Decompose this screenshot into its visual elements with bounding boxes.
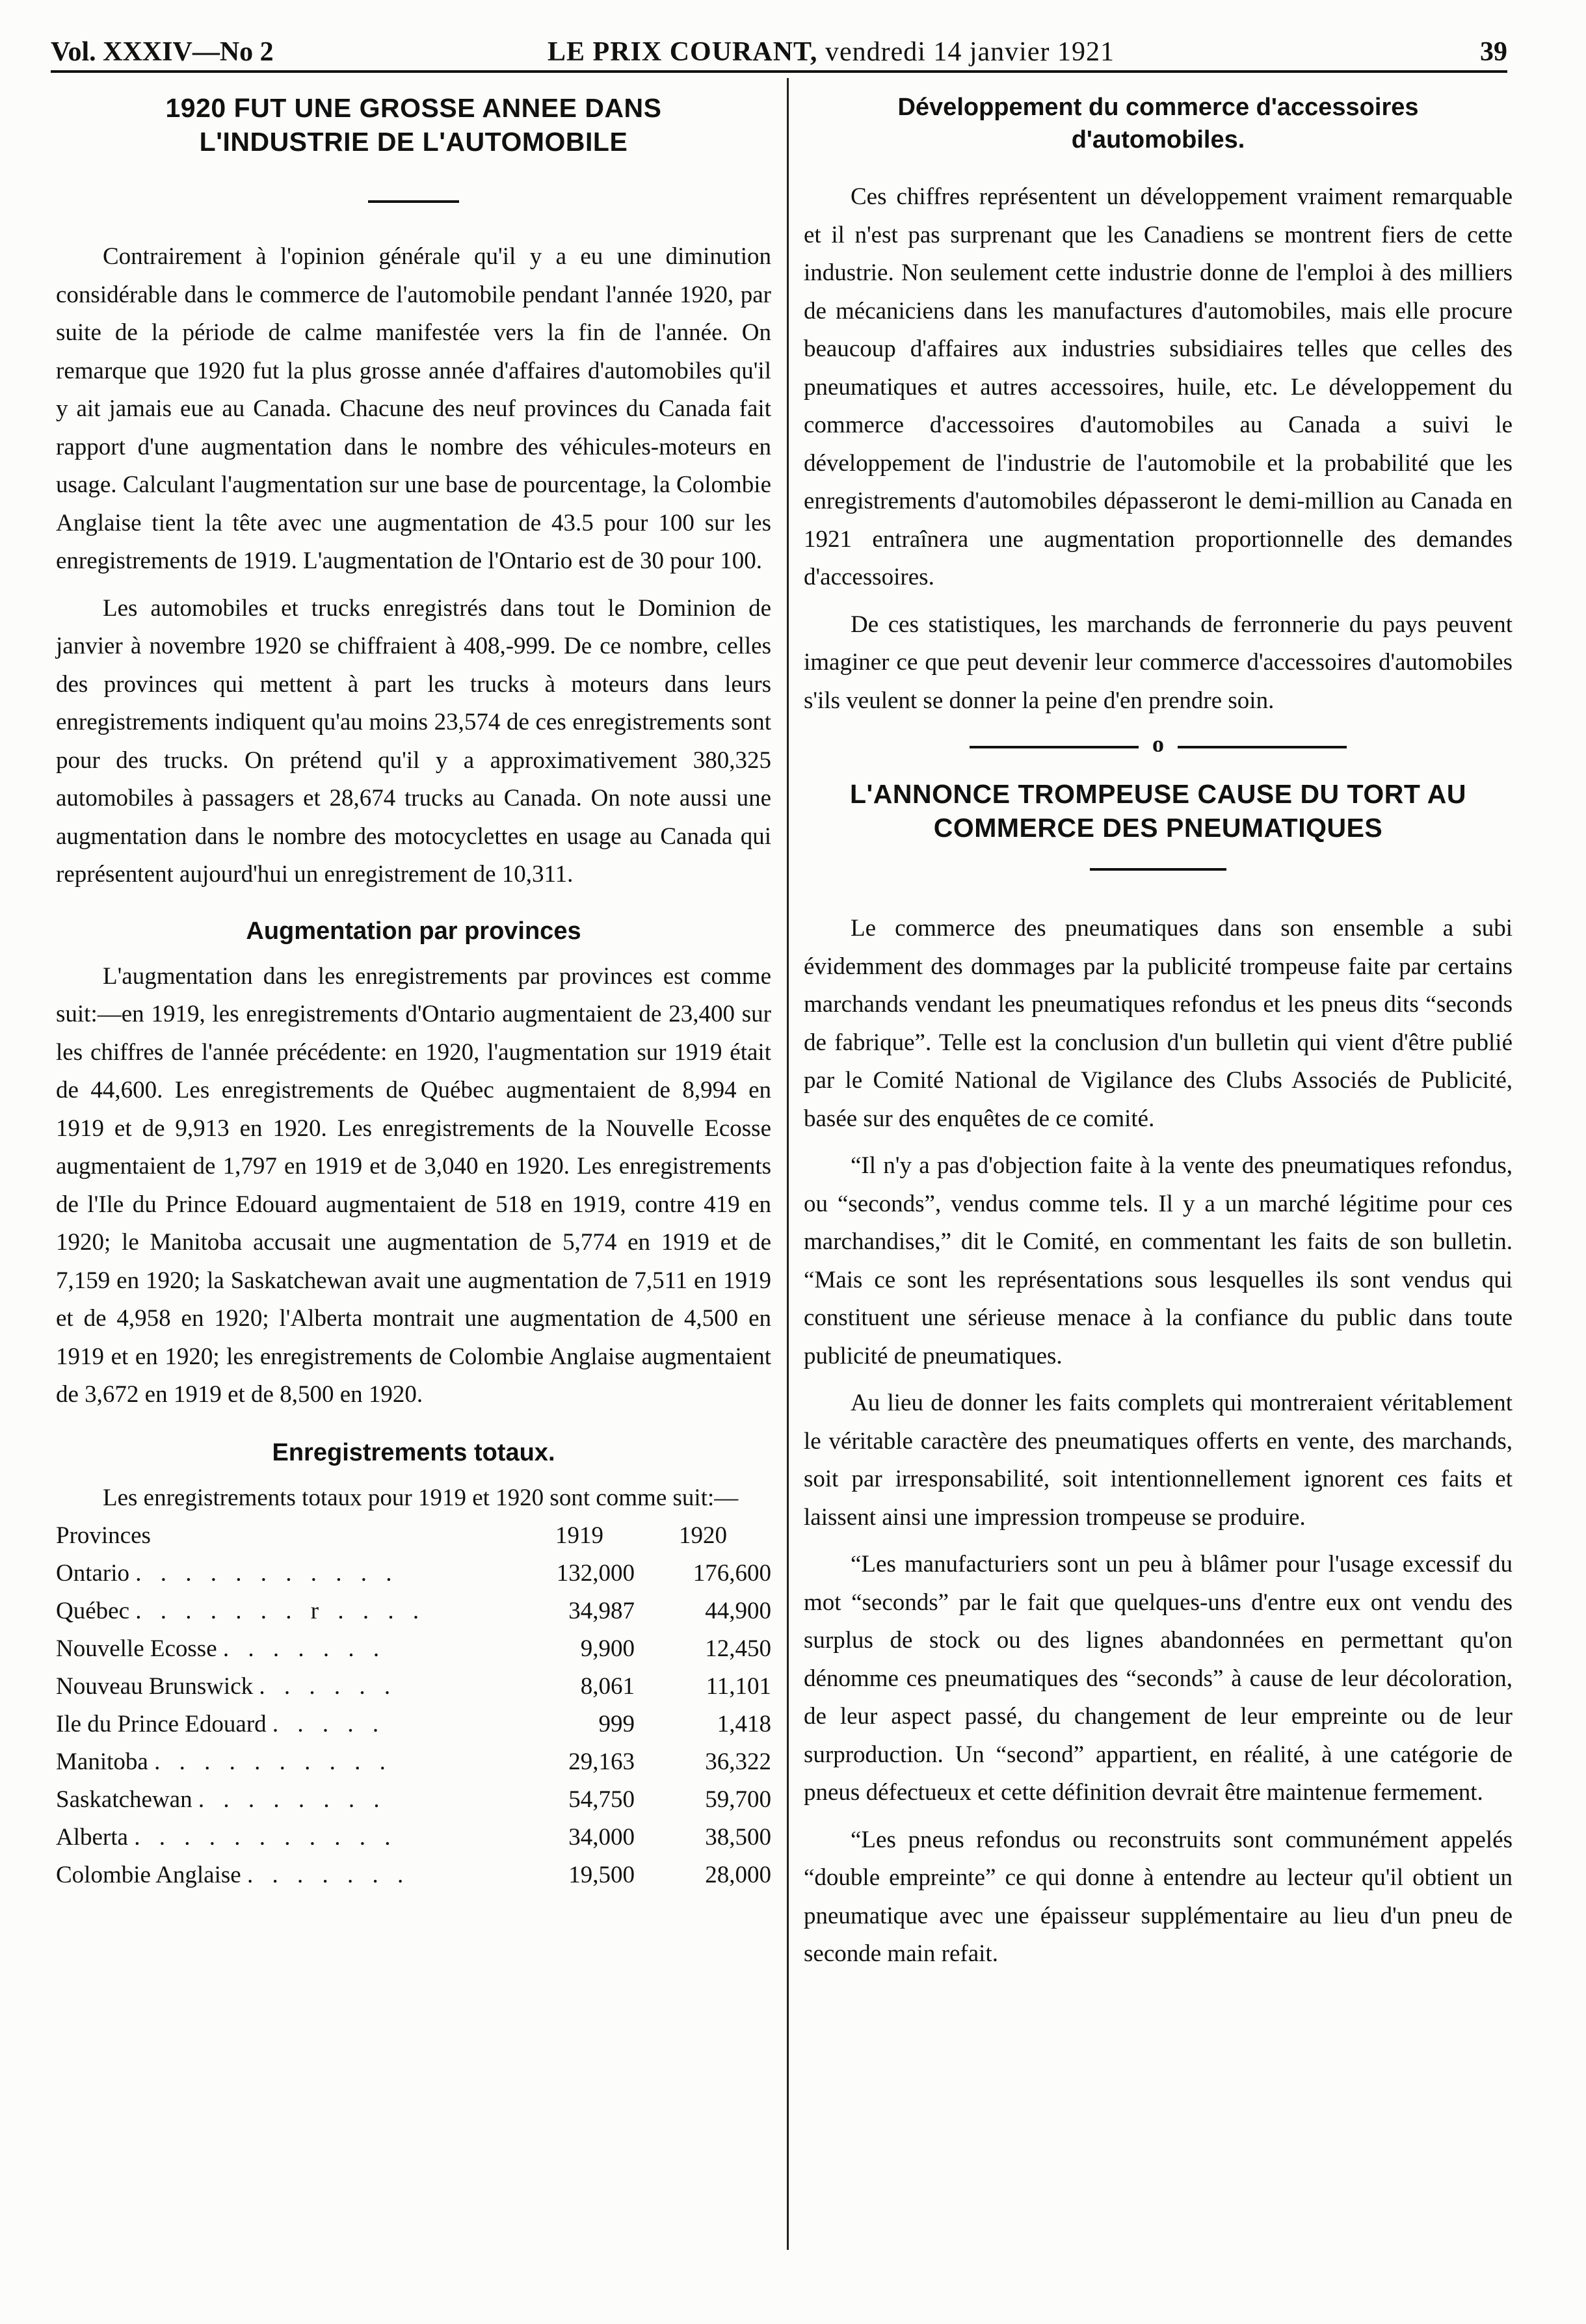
paragraph: “Les pneus refondus ou reconstruits sont communément appelés “double empreinte” ce qui donne à entendre au lecteur qu'il obtient un pneumatique avec une épaisseur supplémentaire au lieu d'un pneu de seconde main refait. xyxy=(804,1826,1513,1967)
province-name: Nouvelle Ecosse xyxy=(56,1635,217,1662)
value-1919: 9,900 xyxy=(580,1635,635,1662)
table-row xyxy=(56,1856,771,1894)
right-column xyxy=(804,91,1513,1983)
title-line-2: d'automobiles. xyxy=(1071,126,1245,153)
paragraph: De ces statistiques, les marchands de ferronnerie du pays peuvent imaginer ce que peut devenir leur commerce d'accessoires d'automobiles s'ils veulent se donner la peine d'en prendre soin. xyxy=(804,611,1513,714)
subheading-totals: Enregistrements totaux. xyxy=(272,1438,555,1466)
paragraph: Contrairement à l'opinion générale qu'il y a eu une diminution considérable dans le commerce de l'automobile pendant l'année 1920, par suite de la période de calme manifestée vers la fin de l'année. On remarque que 1920 fut la plus grosse année d'affaires d'automobiles qu'il y ait jamais eue au Canada. Chacune des neuf provinces du Canada fait rapport d'une augmentation dans le nombre des véhicules-moteurs en usage. Calculant l'augmentation sur une base de pourcentage, la Colombie Anglaise tient la tête avec une augmentation de 43.5 pour 100 sur les enregistrements de 1919. L'augmentation de l'Ontario est de 30 pour 100. xyxy=(56,243,771,574)
table-row xyxy=(56,1555,771,1592)
value-1920: 176,600 xyxy=(693,1560,771,1587)
title-line-2: L'INDUSTRIE DE L'AUTOMOBILE xyxy=(199,127,628,157)
page-header xyxy=(51,34,1507,73)
value-1920: 11,101 xyxy=(706,1673,771,1700)
value-1920: 12,450 xyxy=(705,1635,771,1662)
value-1920: 44,900 xyxy=(705,1598,771,1624)
left-column xyxy=(56,91,771,1894)
article-title-tires xyxy=(804,777,1513,845)
title-line-1: 1920 FUT UNE GROSSE ANNEE DANS xyxy=(165,93,662,123)
province-name: Colombie Anglaise xyxy=(56,1862,241,1888)
value-1919: 29,163 xyxy=(568,1749,635,1775)
page-number: 39 xyxy=(1480,37,1507,67)
paragraph: Ces chiffres représentent un développement vraiment remarquable et il n'est pas surprenant que les Canadiens se montrent fiers de cette industrie. Non seulement cette industrie donne de l'emploi à des milliers de mécaniciens dans les manufactures d'automobiles, mais elle procure beaucoup d'affaires aux industries subsidiaires telles que celles des pneumatiques et autres accessoires, huile, etc. Le développement du commerce d'accessoires d'automobiles au Canada a suivi le développement de l'industrie de l'automobile et la probabilité que les enregistrements d'automobiles dépasseront le demi-million au Canada en 1921 entraînera une augmentation proportionnelle des demandes d'accessoires. xyxy=(804,183,1513,590)
header-1920: 1920 xyxy=(679,1522,727,1549)
leader-dots: . . . . . . . xyxy=(222,1635,386,1662)
table-row xyxy=(56,1706,771,1743)
subheading-provinces: Augmentation par provinces xyxy=(246,917,581,945)
separator-mark: o xyxy=(1152,731,1164,757)
leader-dots: . . . . . . xyxy=(259,1673,397,1700)
paragraph: Les automobiles et trucks enregistrés dans tout le Dominion de janvier à novembre 1920 se chiffraient à 408,-999. De ce nombre, celles des provinces qui mettent à part les trucks à moteurs dans leurs enregistrements indiquent qu'au moins 23,574 de ces enregistrements sont pour des trucks. On prétend qu'il y a approximativement 380,325 automobiles à passagers et 28,674 trucks au Canada. On note aussi une augmentation dans le nombre des motocyclettes en usage au Canada qui représentent aujourd'hui un enregistrement de 10,311. xyxy=(56,594,771,888)
province-name: Saskatchewan xyxy=(56,1786,192,1813)
section-separator xyxy=(970,731,1347,760)
value-1919: 999 xyxy=(598,1711,635,1737)
paragraph: “Les manufacturiers sont un peu à blâmer pour l'usage excessif du mot “seconds” par le fait que quelques-uns d'entre eux ont vendu des surplus de stock ou des lignes abandonnées en permettant qu'on dénomme ces pneumatiques des “seconds” à cause de leur décoloration, de leur aspect passé, du changement de leur empreinte ou de leur surproduction. Un “second” appartient, en réalité, à une catégorie de pneus défectueux et cette définition devrait être maintenue fermement. xyxy=(804,1551,1513,1806)
title-line-1: L'ANNONCE TROMPEUSE CAUSE DU TORT AU xyxy=(849,779,1466,809)
table-row xyxy=(56,1819,771,1856)
paragraph: Au lieu de donner les faits complets qui montreraient véritablement le véritable caractère des pneumatiques offerts en vente, des marchands, soit par irresponsabilité, soit intentionnellement ignorent ces faits et laissent ainsi une impression trompeuse se produire. xyxy=(804,1390,1513,1531)
article-title-automobile xyxy=(56,91,771,159)
title-line-1: Développement du commerce d'accessoires xyxy=(897,94,1419,121)
header-provinces: Provinces xyxy=(56,1522,151,1549)
separator-line-left xyxy=(970,746,1139,748)
registrations-table xyxy=(56,1517,771,1894)
value-1920: 59,700 xyxy=(705,1786,771,1813)
table-row xyxy=(56,1668,771,1706)
province-name: Nouveau Brunswick xyxy=(56,1673,254,1700)
publication-name: LE PRIX COURANT, xyxy=(548,37,818,67)
separator-line-right xyxy=(1178,746,1347,748)
leader-dots: . . . . . . . r . . . . xyxy=(135,1598,426,1624)
value-1920: 38,500 xyxy=(705,1824,771,1851)
table-header-row xyxy=(56,1517,771,1555)
province-name: Ile du Prince Edouard xyxy=(56,1711,267,1737)
column-divider xyxy=(787,78,789,2250)
issue-date: vendredi 14 janvier 1921 xyxy=(825,37,1115,67)
value-1920: 1,418 xyxy=(717,1711,771,1737)
province-name: Québec xyxy=(56,1598,129,1624)
leader-dots: . . . . . xyxy=(272,1711,386,1737)
header-1919: 1919 xyxy=(555,1522,603,1549)
table-row xyxy=(56,1630,771,1668)
table-row xyxy=(56,1781,771,1819)
province-name: Ontario xyxy=(56,1560,130,1587)
value-1920: 36,322 xyxy=(705,1749,771,1775)
value-1920: 28,000 xyxy=(705,1862,771,1888)
table-row xyxy=(56,1592,771,1630)
value-1919: 19,500 xyxy=(568,1862,635,1888)
leader-dots: . . . . . . . . . . . xyxy=(134,1824,397,1851)
volume-number: Vol. XXXIV—No 2 xyxy=(51,37,274,67)
province-name: Alberta xyxy=(56,1824,128,1851)
value-1919: 34,987 xyxy=(568,1598,635,1624)
paragraph: L'augmentation dans les enregistrements par provinces est comme suit:—en 1919, les enregistrements d'Ontario augmentaient de 23,400 sur les chiffres de l'année précédente: en 1920, l'augmentation sur 1919 était de 44,600. Les enregistrements de Québec augmentaient de 8,994 en 1919 et de 9,913 en 1920. Les enregistrements de la Nouvelle Ecosse augmentaient de 1,797 en 1919 et de 3,040 en 1920. Les enregistrements de l'Ile du Prince Edouard augmentaient de 518 en 1919, contre 419 en 1920; le Manitoba accusait une augmentation de 5,774 en 1919 et de 7,159 en 1920; la Saskatchewan avait une augmentation de 7,511 en 1919 et de 4,958 en 1920; l'Alberta montrait une augmentation de 4,500 en 1919 et en 1920; les enregistrements de Colombie Anglaise augmentaient de 3,672 en 1919 et de 8,500 en 1920. xyxy=(56,962,771,1408)
province-name: Manitoba xyxy=(56,1749,148,1775)
leader-dots: . . . . . . . . xyxy=(198,1786,386,1813)
leader-dots: . . . . . . . . . . . xyxy=(135,1560,399,1587)
paragraph: Le commerce des pneumatiques dans son ensemble a subi évidemment des dommages par la publicité trompeuse faite par certains marchands vendant les pneumatiques refondus et les pneus dits “seconds de fabrique”. Telle est la conclusion d'un bulletin qui vient d'être publié par le Comité National de Vigilance des Clubs Associés de Publicité, basée sur des enquêtes de ce comité. xyxy=(804,915,1513,1132)
value-1919: 54,750 xyxy=(568,1786,635,1813)
leader-dots: . . . . . . . . . . xyxy=(154,1749,392,1775)
value-1919: 132,000 xyxy=(556,1560,635,1587)
title-line-2: COMMERCE DES PNEUMATIQUES xyxy=(933,813,1383,843)
value-1919: 34,000 xyxy=(568,1824,635,1851)
paragraph: Les enregistrements totaux pour 1919 et 1920 sont comme suit:— xyxy=(103,1484,739,1511)
article-title-accessories xyxy=(804,91,1513,156)
value-1919: 8,061 xyxy=(580,1673,635,1700)
paragraph: “Il n'y a pas d'objection faite à la vente des pneumatiques refondus, ou “seconds”, vendus comme tels. Il y a un marché légitime pour ces marchandises,” dit le Comité, en commentant les faits de son bulletin. “Mais ce sont les représentations sous lesquelles ils sont vendus qui constituent une sérieuse menace à la confiance du public dans toute publicité de pneumatiques. xyxy=(804,1152,1513,1369)
table-row xyxy=(56,1743,771,1781)
leader-dots: . . . . . . . xyxy=(246,1862,410,1888)
publication-title xyxy=(441,34,1221,70)
